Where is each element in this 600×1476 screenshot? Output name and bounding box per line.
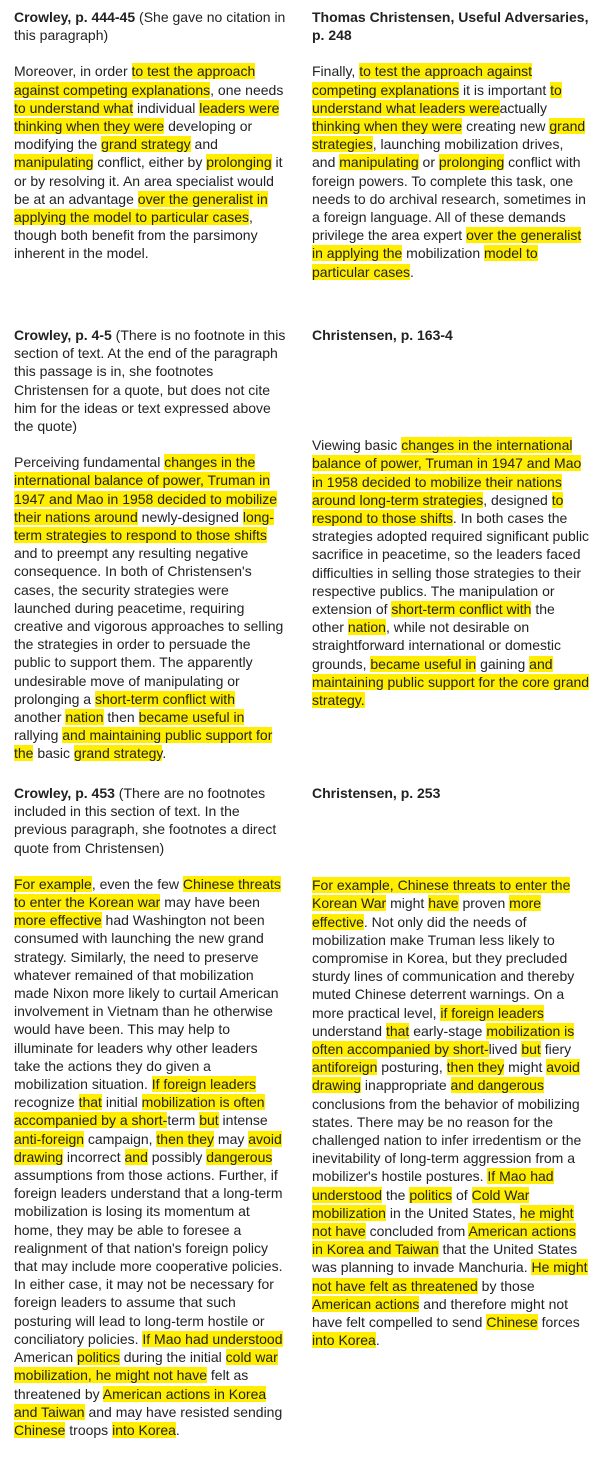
passage-text: intense (218, 1112, 268, 1129)
passage-text: , though both benefit from the parsimony inherent in the model. (14, 209, 258, 262)
passage-text: initial (101, 1094, 142, 1111)
passage-text: American (14, 1349, 78, 1366)
section-2-crowley-heading (14, 326, 286, 435)
highlighted-phrase: model to particular cases (312, 245, 538, 280)
highlighted-phrase: manipulating (339, 154, 419, 171)
highlighted-phrase: over the generalist in applying the (312, 227, 582, 262)
passage-text: basic (33, 745, 74, 762)
highlighted-phrase: that (78, 1094, 102, 1111)
highlighted-phrase: American actions in Korea and Taiwan (312, 1223, 576, 1258)
passage-text: newly-designed (137, 508, 243, 525)
passage-text: proven (458, 895, 510, 912)
passage-text: individual (133, 99, 200, 116)
passage-text: lived (488, 1041, 522, 1058)
passage-text: and to preempt any resulting negative consequence. In both of Christensen's cases, the security strategies were launched during peacetime, requiring creative and vigorous approaches to selling the strategies in order to persuade the public to support them. The apparently undesirable move of manipulating or prolonging a (14, 545, 284, 707)
passage-text: forces (537, 1314, 580, 1331)
passage-text: . Not only did the needs of mobilization make Truman less likely to compromise in Korea, but they precluded sturdy lines of communication and thereby muted Chinese deterrent warnings. On a more practical level, (312, 913, 575, 1021)
section-2-crowley-passage (14, 453, 286, 762)
section-1-crowley-passage (14, 62, 286, 262)
highlighted-phrase: prolonging (206, 154, 272, 171)
passage-text: mobilization (402, 245, 484, 262)
highlighted-phrase: manipulating (14, 154, 94, 171)
passage-text: creating new (462, 118, 550, 135)
section-1-christensen-heading (312, 8, 590, 44)
citation-note: (She gave no citation in this paragraph) (14, 9, 286, 44)
highlighted-phrase: short-term conflict with (94, 690, 235, 707)
passage-text: . (375, 1332, 380, 1349)
citation-bold: Crowley, p. 453 (14, 785, 115, 801)
section-3-crowley-passage (14, 875, 286, 1439)
passage-text: assumptions from those actions. Further, if foreign leaders understand that a long-term mobilization is losing its momentum at home, they may be able to foresee a realignment of that nation's foreign policy that may include more cooperative policies. In either case, it may not be necessary for foreign leaders to assume that such posturing will lead to long-term hostile or conciliatory policies. (14, 1167, 283, 1347)
highlighted-phrase: Chinese threats to enter the Korean war (14, 875, 281, 911)
highlighted-phrase: more effective (14, 912, 102, 929)
passage-text: it or by resolving it. An area specialist would be at an advantage (14, 154, 283, 207)
highlighted-phrase: If Mao had understood (312, 1168, 554, 1203)
highlighted-phrase: and maintaining public support for the core grand strategy. (312, 655, 590, 709)
passage-text: conflict, either by (93, 154, 207, 171)
highlighted-phrase: grand strategy (73, 745, 163, 762)
passage-text: during the initial (119, 1349, 226, 1366)
citation-bold: Christensen, p. 253 (312, 785, 441, 801)
highlighted-phrase: then they (446, 1059, 505, 1076)
passage-text: actually (499, 99, 548, 116)
section-1-christensen (312, 8, 590, 281)
highlighted-phrase: If Mao had understood (142, 1330, 283, 1347)
highlighted-phrase: he might not have (312, 1204, 574, 1240)
passage-text: had Washington not been consumed with launching the new grand strategy. Similarly, the need to preserve whatever remained of that mobilization made Nixon more likely to curtail American involvement in Vietnam than he otherwise would have been. This may help to illuminate for leaders why other leaders take the actions they do given a mobilization situation. (14, 912, 279, 1093)
highlighted-phrase: to test the approach against competing explanations (14, 63, 256, 98)
highlighted-phrase: cold war mobilization, he might not have (14, 1349, 278, 1384)
passage-text: of (452, 1186, 472, 1203)
highlighted-phrase: but (521, 1041, 541, 1058)
highlighted-phrase: nation (347, 619, 386, 636)
passage-text: fiery (540, 1041, 572, 1058)
highlighted-phrase: antiforeign (312, 1059, 378, 1076)
highlighted-phrase: mobilization is often accompanied by a short- (14, 1094, 265, 1129)
passage-text: conclusions from the behavior of mobilizing states. There may be no reason for the challenged nation to infer irredentism or the inevitability of long-term aggression from a mobilizer's hostile postures. (312, 1095, 582, 1185)
section-2-christensen-passage (312, 436, 590, 709)
passage-text: . (175, 1421, 180, 1438)
section-3-christensen-heading (312, 784, 590, 802)
highlighted-phrase: to understand what leaders were (312, 81, 562, 116)
passage-text: and therefore might not have felt compelled to send (312, 1295, 569, 1331)
section-3-christensen-passage (312, 876, 590, 1349)
highlighted-phrase: became useful in (370, 655, 477, 672)
highlighted-phrase: long-term strategies to respond to those shifts (14, 508, 274, 544)
passage-text: rallying (14, 727, 63, 744)
highlighted-phrase: have (428, 895, 459, 912)
highlighted-phrase: and (124, 1148, 148, 1165)
passage-text: gaining (476, 655, 530, 672)
passage-text: and may have resisted sending (84, 1403, 283, 1420)
highlighted-phrase: For example (14, 875, 92, 892)
passage-text: Moreover, in order (14, 63, 132, 80)
passage-text: early-stage (409, 1022, 487, 1039)
highlighted-phrase: Chinese (14, 1421, 66, 1438)
section-2-christensen-heading (312, 326, 590, 344)
section-1-crowley-heading (14, 8, 286, 44)
passage-text: possibly (147, 1148, 207, 1165)
passage-text: incorrect (63, 1148, 125, 1165)
passage-text: Perceiving fundamental (14, 454, 165, 471)
passage-text: in the United States, (385, 1204, 520, 1221)
section-3-crowley (14, 784, 286, 1439)
passage-text: by those (477, 1277, 535, 1294)
highlighted-phrase: anti-foreign (14, 1130, 85, 1147)
citation-bold: Thomas Christensen, Useful Adversaries, p. 248 (312, 9, 589, 44)
highlighted-phrase: short-term conflict with (391, 601, 532, 618)
passage-text: that the United States was planning to invade Manchuria. (312, 1241, 578, 1276)
passage-text: , even the few (91, 875, 183, 892)
passage-text: it is important (459, 81, 551, 98)
highlighted-phrase: changes in the international balance of power, Truman in 1947 and Mao in 1958 decided to mobilize their nations around (14, 454, 278, 525)
passage-text: felt as threatened by (14, 1367, 249, 1402)
highlighted-phrase: Chinese (486, 1314, 538, 1331)
passage-text: may (214, 1130, 249, 1147)
highlighted-phrase: to test the approach against competing explanations (312, 63, 532, 98)
passage-text: recognize (14, 1094, 79, 1111)
passage-text: developing or modifying the (14, 118, 253, 153)
highlighted-phrase: thinking when they were (312, 118, 463, 135)
passage-text: understand (312, 1022, 386, 1039)
passage-text: Finally, (312, 63, 360, 80)
highlighted-phrase: Cold War mobilization (312, 1186, 530, 1221)
highlighted-phrase: For example, Chinese threats to enter the Korean War (312, 877, 571, 912)
passage-text: and (190, 136, 218, 153)
section-1-christensen-passage (312, 62, 590, 280)
passage-text: campaign, (84, 1130, 157, 1147)
highlighted-phrase: and maintaining public support for the (14, 727, 273, 762)
citation-bold: Crowley, p. 4-5 (14, 327, 112, 343)
highlighted-phrase: that (385, 1022, 410, 1039)
highlighted-phrase: politics (77, 1349, 120, 1366)
highlighted-phrase: dangerous (206, 1148, 273, 1165)
section-2-christensen (312, 326, 590, 709)
passage-text: inappropriate (361, 1077, 451, 1094)
highlighted-phrase: more effective (312, 895, 542, 930)
section-3-crowley-heading (14, 784, 286, 857)
highlighted-phrase: grand strategies (312, 118, 586, 153)
passage-text: might (386, 895, 429, 912)
highlighted-phrase: avoid drawing (312, 1059, 580, 1094)
citation-bold: Crowley, p. 444-45 (14, 9, 136, 25)
passage-text: term (167, 1112, 200, 1129)
highlighted-phrase: mobilization is often accompanied by short- (312, 1022, 575, 1058)
passage-text: then (103, 709, 139, 726)
passage-text: , while not desirable on straightforward international or domestic grounds, (312, 619, 562, 672)
citation-note: (There are no footnotes included in this section of text. In the previous paragraph, she footnotes a direct quote from Christensen) (14, 785, 277, 856)
highlighted-phrase: to respond to those shifts (312, 491, 564, 527)
highlighted-phrase: politics (409, 1186, 453, 1203)
passage-text: , launching mobilization drives, and (312, 136, 564, 171)
highlighted-phrase: American actions (312, 1295, 420, 1312)
highlighted-phrase: avoid drawing (14, 1130, 282, 1165)
passage-text: conflict with foreign powers. To complete this task, one needs to do archival research, sometimes in a foreign language. All of these demands privilege the area expert (312, 154, 586, 244)
passage-text: . (162, 745, 167, 762)
passage-text: . In both cases the strategies adopted required significant public sacrifice in peacetime, so the leaders faced difficulties in selling those strategies to their respective publics. The manipulation or extension of (312, 510, 590, 618)
highlighted-phrase: to understand what (14, 99, 134, 116)
highlighted-phrase: then they (156, 1130, 215, 1147)
passage-text: posturing, (377, 1059, 447, 1076)
passage-text: . (410, 263, 414, 280)
highlighted-phrase: American actions in Korea and Taiwan (14, 1385, 267, 1420)
highlighted-phrase: He might not have felt as threatened (312, 1259, 588, 1294)
highlighted-phrase: if foreign leaders (440, 1004, 544, 1021)
passage-text: concluded from (365, 1223, 469, 1240)
highlighted-phrase: but (199, 1112, 219, 1129)
passage-text: Viewing basic (312, 437, 402, 454)
highlighted-phrase: into Korea (112, 1421, 176, 1438)
passage-text: the (382, 1186, 410, 1203)
highlighted-phrase: into Korea (312, 1332, 376, 1349)
section-2-crowley (14, 326, 286, 763)
passage-text: another (14, 709, 66, 726)
highlighted-phrase: nation (65, 709, 104, 726)
passage-text: , designed (483, 491, 552, 508)
highlighted-phrase: became useful in (138, 709, 245, 726)
citation-note: (There is no footnote in this section of text. At the end of the paragraph this passage is in, she footnotes Christensen for a quote, but does not cite him for the ideas or text expressed above the quote) (14, 327, 286, 435)
section-3-christensen (312, 784, 590, 1349)
highlighted-phrase: leaders were thinking when they were (14, 99, 280, 135)
passage-text: may have been (160, 894, 260, 911)
passage-text: or (418, 154, 439, 171)
highlighted-phrase: over the generalist in applying the model to particular cases (14, 190, 268, 226)
highlighted-phrase: and dangerous (450, 1077, 544, 1094)
passage-text: troops (65, 1421, 113, 1438)
highlighted-phrase: prolonging (438, 154, 505, 171)
highlighted-phrase: grand strategy (101, 136, 191, 153)
passage-text: , one needs (210, 81, 284, 98)
passage-text: might (504, 1059, 547, 1076)
passage-text: the other (312, 601, 555, 636)
highlighted-phrase: changes in the international balance of power, Truman in 1947 and Mao in 1958 decided to mobilize their nations around long-term strategies (312, 437, 582, 508)
citation-bold: Christensen, p. 163-4 (312, 327, 453, 343)
section-1-crowley (14, 8, 286, 263)
highlighted-phrase: If foreign leaders (151, 1076, 257, 1093)
